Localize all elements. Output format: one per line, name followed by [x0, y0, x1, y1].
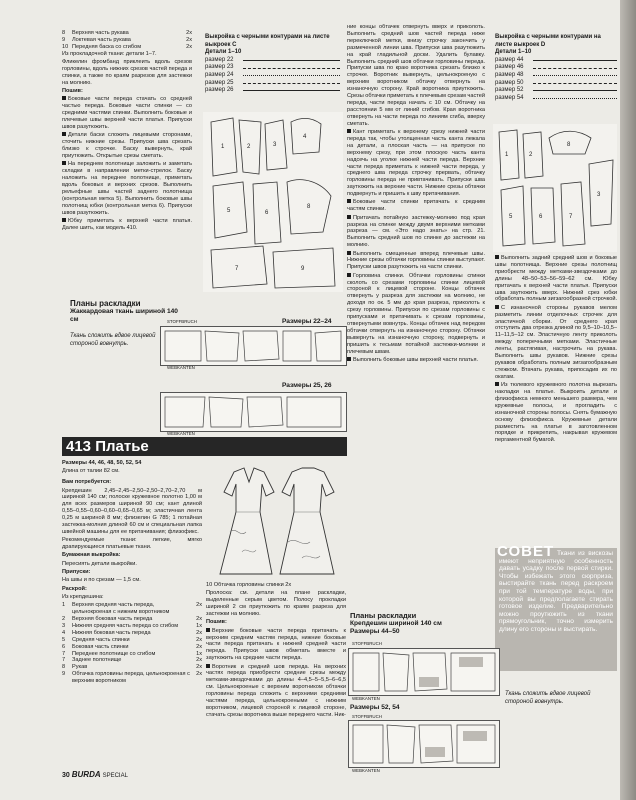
list-item: 10 Передняя баска со сгибом 2x: [62, 43, 192, 50]
fold-label: STOFFBRUCH: [167, 319, 197, 324]
pattern-pieces-illustration: [203, 112, 343, 292]
svg-text:2: 2: [247, 144, 251, 150]
sewing-title: Пошив:: [62, 88, 83, 95]
interlining-text: Фликелин фромбанд приклеить вдоль срезов горловины, вдоль нижних срезов частей переда и спинки, а также по краям разрезов для застежки на молнию.: [62, 59, 192, 86]
paragraph: Кант приметать к верхнему срезу нижней части переда так, чтобы утолщенная часть канта лежала на детали, а плоская часть — на припуске по верхнему срезу, при этом плоскую часть канта надсечь на уголке нижней части переда. Верхние части переда приметать к нижней части переда, у среднего шва переда строчку прервать, обтачку горловины переда не привтачивать. Припуски шва заутюжить на верхние части. Нижние срезы обтачки подвернуть и пришить к шву притачивания.: [347, 128, 485, 198]
paragraph: Верхние боковые части переда притачать к верхним средним частям переда, нижние боковые части переда притачать к нижней средней части переда. Припуски швов обметать вместе и заутюжить на средние части переда.: [206, 627, 346, 662]
size-label: Размеры 22–24: [282, 318, 332, 325]
cut-list: [62, 602, 202, 685]
list-item: 4 Нижняя боковая часть переда 2x: [62, 629, 202, 636]
dress-sketch: [206, 462, 346, 580]
layout-plans-1-text: Планы раскладки Жаккардовая ткань шириной 140 см Ткань сложить вдвое лицевой стороной вовнутрь.: [70, 299, 178, 347]
svg-text:1: 1: [505, 152, 509, 158]
selvage-label: WEBKANTEN: [167, 431, 195, 436]
brand-name: BURDA: [71, 770, 101, 779]
selvage-label: WEBKANTEN: [352, 696, 380, 701]
paragraph: Горловина спинки. Обтачки горловины спинки сколоть со срезами горловины спинки лицевой стороной к лицевой стороне. Концы обтачек отвернуть у разреза для застежки на молнию, не доходя по ок. 5 мм до края разреза, приколоть к срезу горловины. Припуски по срезам горловины с припусками и притачивать к срезам горловины, отвернутыми вовнутрь. Концы обтачек над передом обтачки отвернуть на изнаночную сторону. Обтачки вывернуть на изнаночную сторону, подвернуть и пришить к тесьмам потайной застежки-молнии и плечевым швам.: [347, 272, 485, 355]
svg-text:4: 4: [303, 134, 307, 140]
layout-plans-2-text: Планы раскладки Крепдешин шириной 140 см Размеры 44–50: [350, 611, 442, 635]
selvage-label: WEBKANTEN: [167, 365, 195, 370]
list-item: 3 Нижняя средняя часть переда со сгибом 1x: [62, 622, 202, 629]
layout-plan: [348, 720, 500, 768]
paragraph: Выполнить боковые швы верхней части платья.: [347, 357, 485, 364]
model-header: 413 Платье: [62, 437, 347, 456]
tip-label: СОВЕТ: [497, 543, 555, 560]
svg-text:6: 6: [265, 210, 269, 216]
list-item: 1 Верхняя средняя часть переда, цельнокроеная с нижним воротником 2x: [62, 602, 202, 616]
svg-text:7: 7: [569, 214, 573, 220]
layout-plan: [160, 326, 347, 366]
column-2-bottom: 10 Обтачка горловины спинки 2x Пролоска: см. детали на плане раскладки, выделенные серым цветом. Полосу прокладки шириной 2 см приутюжить по краям разреза для застежки на молнию. Пошив: Верхние боковые части переда притачать к верхним средним частям переда, нижние боковые части переда притачать к нижней средней части переда. Припуски швов обметать вместе и заутюжить на средние части переда. Воротник и средний шов переда. На верхних частях переда приобрести средние срезы между метками-звездочками до длины 4–4,5–5–5,5–6–6,5 см. Цельнокроеные с верхним воротником обтачки горловины переда сложить с верхними средними частями переда, цельнокроеными с нижним воротником, лицевой стороной к лицевой стороне, стачать срезы воротника выше переднего части. Ник-: [206, 582, 346, 718]
paragraph: Притачать потайную застежку-молнию под края разреза на спинке между двумя верхними метками разреза — см. «Это надо знать» на стр. 21. Выполнить средний шов по спинке до застежки на молнию.: [347, 214, 485, 249]
size-label: Размеры 52, 54: [350, 704, 400, 711]
list-item: 7 Заднее полотнище 2x: [62, 657, 202, 664]
list-item: 9 Обтачка горловины переда, цельнокроеная с верхним воротником 2x: [62, 671, 202, 685]
svg-text:3: 3: [597, 192, 601, 198]
svg-text:3: 3: [273, 142, 277, 148]
size-legend-c: Выкройка с черными контурами на листе выкроек С Детали 1–10 размер 22 размер 23 размер 24 размер 25 размер 26: [205, 34, 340, 95]
list-item: 6 Боковая часть спинки 2x: [62, 643, 202, 650]
cut-list-top: [62, 30, 192, 51]
fabric-note: Ткань сложить вдвое лицевой стороной вовнутрь.: [505, 691, 591, 705]
page-number: 30: [62, 772, 70, 779]
layout-plan: [348, 648, 500, 696]
svg-text:8: 8: [567, 142, 571, 148]
list-item: 8 Рукав 2x: [62, 664, 202, 671]
size-label: Размеры 25, 26: [282, 382, 332, 389]
svg-text:7: 7: [235, 266, 239, 272]
list-item: 5 Средняя часть спинки 2x: [62, 636, 202, 643]
model-413-details: Размеры 44, 46, 48, 50, 52, 54 Длина от талии 82 см. Вам потребуется: Крепдешин 2,45–2,45–2,50–2,50–2,70–2,70 м шириной 140 см; полоске кружевное полотно 1,00 м для всех размеров шириной 90 см; кант длиной 0,55–0,55–0,60–0,60–0,65–0,65 м; эластичная лента 0,25 м шириной 8 мм; флизелин G 785; 1 потайная застежка-молния длиной 60 см и специальная лапка швейной машины для ее притачивания; флизофикс. Рекомендуемые ткани: легкие, мягко драпирующиеся платьевые ткани. Бумажная выкройка: Пересиять детали выкройки. Припуски: На швы и по срезам — 1,5 см. Раскрой: Из крепдешина: 1 Верхняя средняя часть переда, цельнокроеная с нижним воротником 2x 2 Верхняя боковая часть переда 2x 3 Нижняя средняя часть переда со сгибом 1x 4 Нижняя боковая часть переда 2x 5 Средняя часть спинки 2x 6 Боковая часть спинки 2x 7 Переднее полотнище со сгибом 1x 7 Заднее полотнище 2x 8 Рукав 2x 9 Обтачка горловины переда, цельнокроеная с верхним воротником 2x: [62, 460, 202, 685]
list-item: 9 Локтевая часть рукава 2x: [62, 36, 192, 43]
svg-text:1: 1: [221, 144, 225, 150]
pattern-pieces-illustration-d: [493, 124, 617, 252]
adjacent-page-edge: [620, 0, 636, 800]
paragraph: Боковые части спинки притачать к средним частям спинки.: [347, 199, 485, 213]
paragraph: Из тюлевого кружевного полотна вырезать накладки на платье. Выкроить детали и флизофикса немного меньшего размера, чем кружевные полосы, и прогладить с изнаночной стороны полосы. Снять бумажную основу флизофикса. Кружевные детали разместить на платье в заготовленном порядке и прикрепить, накрывая кружевом пергаментной бумагой.: [495, 382, 617, 444]
page-footer: [62, 770, 128, 779]
brand-special: SPECIAL: [102, 773, 128, 779]
selvage-label: WEBKANTEN: [352, 768, 380, 773]
list-item: 8 Верхняя часть рукава 2x: [62, 30, 192, 36]
paragraph: Юбку приметать к верхней части платья. Далее шить, как модель 410.: [62, 217, 192, 231]
paragraph: Боковые части переда стачать со средней частью переда. Боковые части спинки — со средними частями спинки. Выполнить боковые и плечевые швы верхней части платья. Припуски швов разутюжить.: [62, 96, 192, 130]
layout-plan: [160, 392, 347, 432]
fold-label: STOFFBRUCH: [352, 714, 382, 719]
column-3: ние концы обтачек отвернуть вверх и приколоть. Выполнить средний шов частей переда ниже переключкой метки, внизу строчку закончить у размеченной линии шва. Припуски шва разутюжить на край гладильной доски. Удалить булавку. Выполнить средний шов обтачки горловины переда. Припуски шва по краю воротника срезать близко к строчке. Воротник вывернуть, цельнокроеную с верхним воротником обтачку отвернуть на изнаночную сторону. Край воротника приутюжить. Срезы обтачки приметать к плечевым срезам частей переда, части переда начать с 10 см. Обтачку на расстоянии 5 мм от линий сгибов. Края воротника отвернуть на части переда по линиям сгиба, вверху сметать. Кант приметать к верхнему срезу нижней части переда так, чтобы утолщенная часть канта лежала на детали, а плоская часть — на припуске по верхнему срезу, при этом плоскую часть канта надсечь на уголке нижней части переда. Верхние части переда приметать к нижней части переда, у среднего шва переда строчку прервать, обтачку горловины переда не привтачивать. Припуски шва заутюжить на верхние части. Нижние срезы обтачки подвернуть и пришить к шву притачивания. Боковые части спинки притачать к средним частям спинки. Притачать потайную застежку-молнию под края разреза на спинке между двумя верхними метками разреза — см. «Это надо знать» на стр. 21. Выполнить средний шов по спинке до застежки на молнию. Выполнить смещенные вперед плечевые швы. Нижние срезы обтачки горловины спинки выступают. Припуски швов разутюжить на части спинки. Горловина спинки. Обтачки горловины спинки сколоть со срезами горловины спинки лицевой стороной к лицевой стороне. Концы обтачек отвернуть у разреза для застежки на молнию, не доходя по ок. 5 мм до края разреза, приколоть к срезу горловины. Припуски по срезам горловины с припусками и притачивать к срезам горловины, отвернутыми вовнутрь. Концы обтачек над передом обтачки отвернуть на изнаночную сторону. Обтачки вывернуть на изнаночную сторону, подвернуть и пришить к тесьмам потайной застежки-молнии и плечевым швам. Выполнить боковые швы верхней части платья.: [347, 24, 485, 363]
svg-text:8: 8: [307, 204, 311, 210]
size-legend-d: Выкройка с черными контурами на листе выкроек D Детали 1–10 размер 44 размер 46 размер 48 размер 50 размер 52 размер 54: [495, 34, 617, 102]
svg-text:2: 2: [529, 152, 533, 158]
svg-text:6: 6: [539, 214, 543, 220]
list-item: 7 Переднее полотнище со сгибом 1x: [62, 650, 202, 657]
paragraph: Детали баски сложить лицевыми сторонами, сточить нижние срезы. Припуски шва срезать близко к строчке. Баску вывернуть, край приутюжить. Открытые срезы сметать.: [62, 132, 192, 159]
list-item: 2 Верхняя боковая часть переда 2x: [62, 616, 202, 623]
svg-text:9: 9: [301, 266, 305, 272]
interlining-title: Из прокладочной ткани: детали 1–7.: [62, 50, 157, 57]
paragraph: Выполнить задний средний шов и боковые швы полотнища. Верхние срезы полотнищ приобрести между метками-звездочками до длины 48–50–53–56–59–62 см. Юбку притачать к верхней части платья. Припуски шва заутюжить вверх. Нижний срез юбки обработать полным зигзагообразной строчкой.: [495, 255, 617, 303]
svg-text:5: 5: [227, 208, 231, 214]
tip-box: [495, 543, 617, 671]
paragraph: На переднем полотнище заложить и заметать складки в направлении метки-стрелок. Баску наложить на переднее полотнище, приметать вдоль боковых и верхних срезов. Выполнить рельефные швы частей заднего полотнища (контрольная метка 5). Выполнить боковые швы полотнищ юбки (контрольная метка 6). Припуски швов разутюжить.: [62, 161, 192, 216]
column-4: [495, 255, 617, 550]
paragraph: Выполнить смещенные вперед плечевые швы. Нижние срезы обтачки горловины спинки выступают. Припуски швов разутюжить на части спинки.: [347, 250, 485, 271]
paragraph: С изнаночной стороны рукавов мелом разметить линии отделочных строчек для эластичной сборки. От среднего края отступить два отрезка длиной по 9,5–10–10,5–11–11,5–12 см. Эластичную ленту приколоть между поперечными метками. Эластичные ленты, растягивая, настрочить на рукава. Выполнить швы рукавов. Нижние срезы рукавов обработать полным зигзагообразным стежком. Втачать рукава, припосадив их по окатам.: [495, 304, 617, 380]
tip-text: Ткани из вискозы имеют неприятную особенность давать усадку после первой стирки. Чтобы избежать этого сюрприза, выстирайте ткань перед раскроем при той температуре воды, при которой вы предполагаете стирать готовое изделие. Предварительно можно проутюжить из ткани прямоугольник, точно измерить длину его стороны и выстирать.: [499, 550, 613, 633]
paragraph: Воротник и средний шов переда. На верхних частях переда приобрести средние срезы между метками-звездочками до длины 4–4,5–5–5,5–6–6,5 см. Цельнокроеные с верхним воротником обтачки горловины переда сложить с верхними средними частями переда, цельнокроеными с нижним воротником, лицевой стороной к лицевой стороне, стачать срезы воротника выше переднего части. Ник-: [206, 663, 346, 718]
fold-label: STOFFBRUCH: [352, 641, 382, 646]
svg-text:5: 5: [509, 214, 513, 220]
